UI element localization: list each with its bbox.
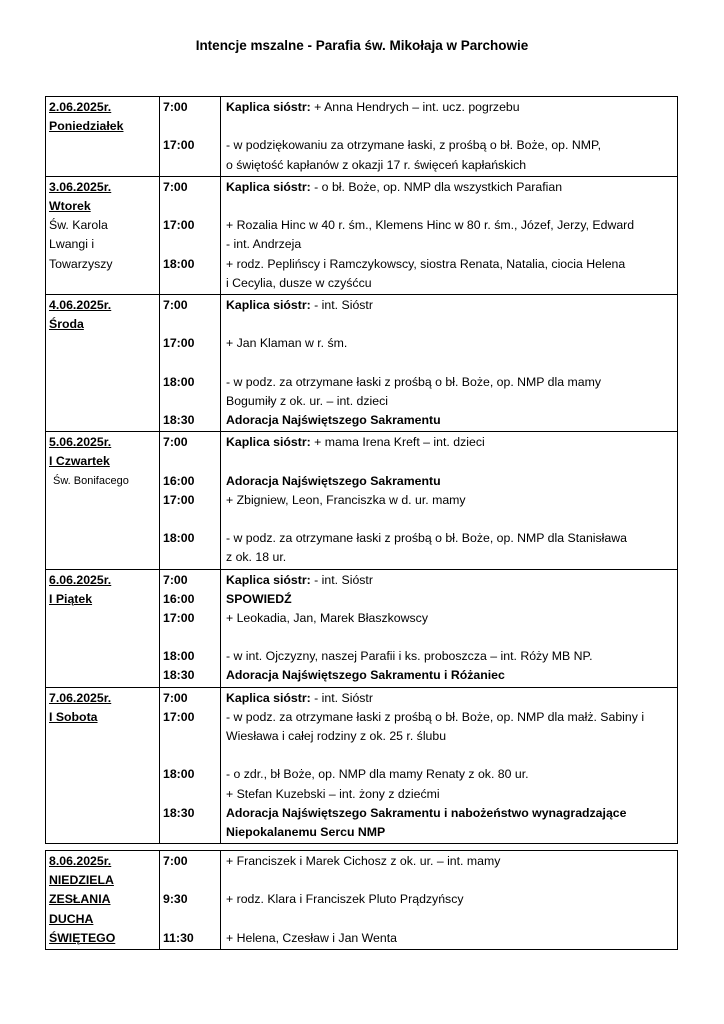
intention-text: + rodz. Klara i Franciszek Pluto Prądzyńscy [226,892,464,907]
intention-text: + Helena, Czesław i Jan Wenta [226,930,397,945]
intention-text: - int. Sióstr [314,572,373,587]
intention-continuation: - int. Andrzeja [226,237,302,252]
day-weekday: Środa [49,317,84,332]
intention-continuation: z ok. 18 ur. [226,550,287,565]
time-cell [160,851,221,950]
page-title: Intencje mszalne - Parafia św. Mikołaja w Parchowie [195,38,529,53]
intention-cell [221,432,678,569]
intention-text: - int. Sióstr [314,690,373,705]
time-cell [160,687,221,844]
intention-text: + rodz. Peplińscy i Ramczykowscy, siostra Renata, Natalia, ciocia Helena [226,256,626,271]
intention-text: + Rozalia Hinc w 40 r. śm., Klemens Hinc w 80 r. śm., Józef, Jerzy, Edward [226,218,635,233]
intention-continuation: i Cecylia, dusze w czyśćcu [226,275,372,290]
intention-text: - w int. Ojczyzny, naszej Parafii i ks. proboszcza – int. Róży MB NP. [226,649,593,664]
mass-time: 7:00 [163,297,188,312]
intention-text: + Anna Hendrych – int. ucz. pogrzebu [314,100,520,114]
mass-time: 7:00 [163,854,188,868]
intention-text: - w podziękowaniu za otrzymane łaski, z prośbą o bł. Boże, op. NMP, [226,138,602,153]
mass-time: 16:00 [163,473,195,488]
mass-time: 16:00 [163,591,195,606]
time-cell [160,569,221,687]
adoration-text: Adoracja Najświętszego Sakramentu i Różaniec [226,668,505,683]
intention-continuation: o świętość kapłanów z okazji 17 r. święceń kapłańskich [226,157,527,172]
intention-continuation: Bogumiły z ok. ur. – int. dzieci [226,393,388,408]
mass-time: 7:00 [163,572,188,587]
day-row-saturday [46,687,678,844]
intention-text: + Franciszek i Marek Cichosz z ok. ur. – int. mamy [226,854,501,868]
sunday-name: ŚWIĘTEGO [49,930,116,945]
day-weekday: Wtorek [49,198,91,213]
chapel-label: Kaplica sióstr: [226,572,311,587]
confession-text: SPOWIEDŹ [226,591,292,606]
day-row-thursday [46,432,678,569]
day-cell [46,687,160,844]
day-weekday: I Sobota [49,709,98,724]
intention-cell [221,851,678,950]
day-date: 5.06.2025r. [49,435,112,450]
day-weekday: I Czwartek [49,454,110,469]
intention-text: - w podz. za otrzymane łaski z prośbą o bł. Boże, op. NMP dla Stanisława [226,531,627,546]
intention-text: + mama Irena Kreft – int. dzieci [314,435,485,450]
mass-time: 17:00 [163,218,195,233]
mass-time: 9:30 [163,892,188,907]
chapel-label: Kaplica sióstr: [226,297,311,312]
intention-cell [221,294,678,431]
adoration-text: Adoracja Najświętszego Sakramentu [226,413,441,427]
day-cell [46,97,160,177]
mass-time: 18:00 [163,531,195,546]
sunday-name: ZESŁANIA [49,892,111,907]
mass-time: 18:30 [163,413,195,427]
mass-time: 18:30 [163,805,195,820]
mass-time: 17:00 [163,709,195,724]
intention-continuation: Wiesława i całej rodziny z ok. 25 r. ślubu [226,729,447,743]
mass-time: 7:00 [163,435,188,450]
adoration-text: Adoracja Najświętszego Sakramentu i nabożeństwo wynagradzające [226,805,627,820]
day-cell [46,294,160,431]
chapel-label: Kaplica sióstr: [226,690,311,705]
feast-name: Towarzyszy [49,256,113,271]
day-date: 3.06.2025r. [49,179,112,194]
day-weekday: Poniedziałek [49,119,124,134]
sunday-name: NIEDZIELA [49,873,114,888]
intention-cell [221,569,678,687]
intention-cell [221,97,678,177]
mass-time: 17:00 [163,138,195,153]
feast-name: Św. Bonifacego [53,474,129,487]
day-date: 7.06.2025r. [49,690,112,705]
intention-text: - w podz. za otrzymane łaski z prośbą o bł. Boże, op. NMP dla mamy [226,374,601,389]
mass-time: 17:00 [163,610,195,625]
day-row-wednesday [46,294,678,431]
weekday-schedule-table [45,96,678,844]
time-cell [160,97,221,177]
feast-name: Św. Karola [49,218,108,233]
time-cell [160,432,221,569]
feast-name: Lwangi i [49,237,95,252]
sunday-schedule-table [45,850,678,950]
day-row-monday [46,97,678,177]
intention-cell [221,687,678,844]
day-date: 4.06.2025r. [49,297,112,312]
intention-text: - o bł. Boże, op. NMP dla wszystkich Parafian [314,179,563,194]
time-cell [160,176,221,294]
day-cell [46,569,160,687]
day-row-sunday [46,851,678,950]
adoration-continuation: Niepokalanemu Sercu NMP [226,824,386,839]
intention-text: + Zbigniew, Leon, Franciszka w d. ur. mamy [226,492,466,507]
mass-time: 17:00 [163,492,195,507]
day-weekday: I Piątek [49,591,93,606]
chapel-label: Kaplica sióstr: [226,100,311,114]
intention-text: - int. Sióstr [314,297,373,312]
mass-time: 17:00 [163,336,195,351]
day-cell [46,432,160,569]
day-date: 6.06.2025r. [49,572,112,587]
mass-time: 7:00 [163,179,188,194]
day-row-friday [46,569,678,687]
chapel-label: Kaplica sióstr: [226,179,311,194]
mass-time: 11:30 [163,930,194,945]
intention-text: - w podz. za otrzymane łaski z prośbą o bł. Boże, op. NMP dla małż. Sabiny i [226,709,645,724]
day-row-tuesday [46,176,678,294]
day-cell [46,851,160,950]
time-cell [160,294,221,431]
mass-time: 18:00 [163,649,195,664]
intention-cell [221,176,678,294]
intention-text: + Stefan Kuzebski – int. żony z dziećmi [226,786,440,801]
chapel-label: Kaplica sióstr: [226,435,311,450]
day-date: 8.06.2025r. [49,854,112,868]
mass-time: 18:30 [163,668,195,683]
adoration-text: Adoracja Najświętszego Sakramentu [226,473,441,488]
day-cell [46,176,160,294]
mass-time: 18:00 [163,256,195,271]
day-date: 2.06.2025r. [49,100,112,114]
mass-time: 7:00 [163,690,188,705]
intention-text: + Jan Klaman w r. śm. [226,336,348,351]
intention-text: - o zdr., bł Boże, op. NMP dla mamy Renaty z ok. 80 ur. [226,767,529,782]
mass-time: 7:00 [163,100,188,114]
mass-time: 18:00 [163,374,195,389]
sunday-name: DUCHA [49,911,94,926]
mass-time: 18:00 [163,767,195,782]
intention-text: + Leokadia, Jan, Marek Błaszkowscy [226,610,428,625]
